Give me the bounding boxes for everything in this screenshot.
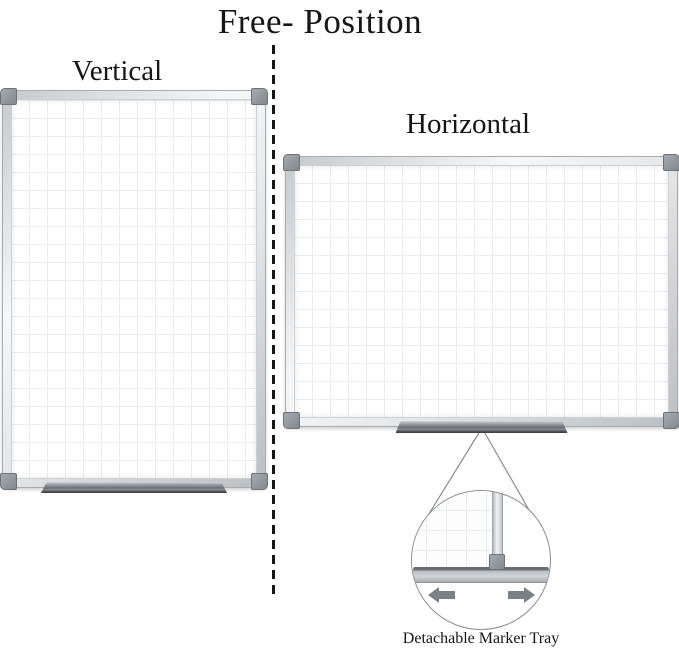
whiteboard-surface-grid xyxy=(294,165,669,418)
vertical-label: Vertical xyxy=(72,55,163,87)
zoomed-whiteboard-surface xyxy=(411,490,496,571)
zoom-callout-circle xyxy=(411,490,551,630)
marker-tray xyxy=(395,421,567,433)
corner-cap-icon xyxy=(0,473,17,490)
arrow-right-icon xyxy=(508,591,524,599)
horizontal-label: Horizontal xyxy=(406,108,531,140)
arrow-left-icon xyxy=(439,591,455,599)
corner-cap-icon xyxy=(0,88,17,105)
corner-cap-icon xyxy=(663,412,679,429)
callout-caption: Detachable Marker Tray xyxy=(402,630,560,647)
whiteboard-horizontal xyxy=(285,156,678,427)
marker-tray xyxy=(41,482,227,493)
corner-cap-icon xyxy=(663,154,679,171)
zoomed-marker-tray xyxy=(411,567,551,583)
zoomed-corner-joint xyxy=(489,554,505,570)
corner-cap-icon xyxy=(251,473,268,490)
corner-cap-icon xyxy=(283,154,300,171)
whiteboard-surface-grid xyxy=(11,99,257,479)
corner-cap-icon xyxy=(251,88,268,105)
page-title: Free- Position xyxy=(217,2,423,41)
corner-cap-icon xyxy=(283,412,300,429)
divider-dashed-line xyxy=(272,45,275,595)
whiteboard-vertical xyxy=(2,90,266,488)
